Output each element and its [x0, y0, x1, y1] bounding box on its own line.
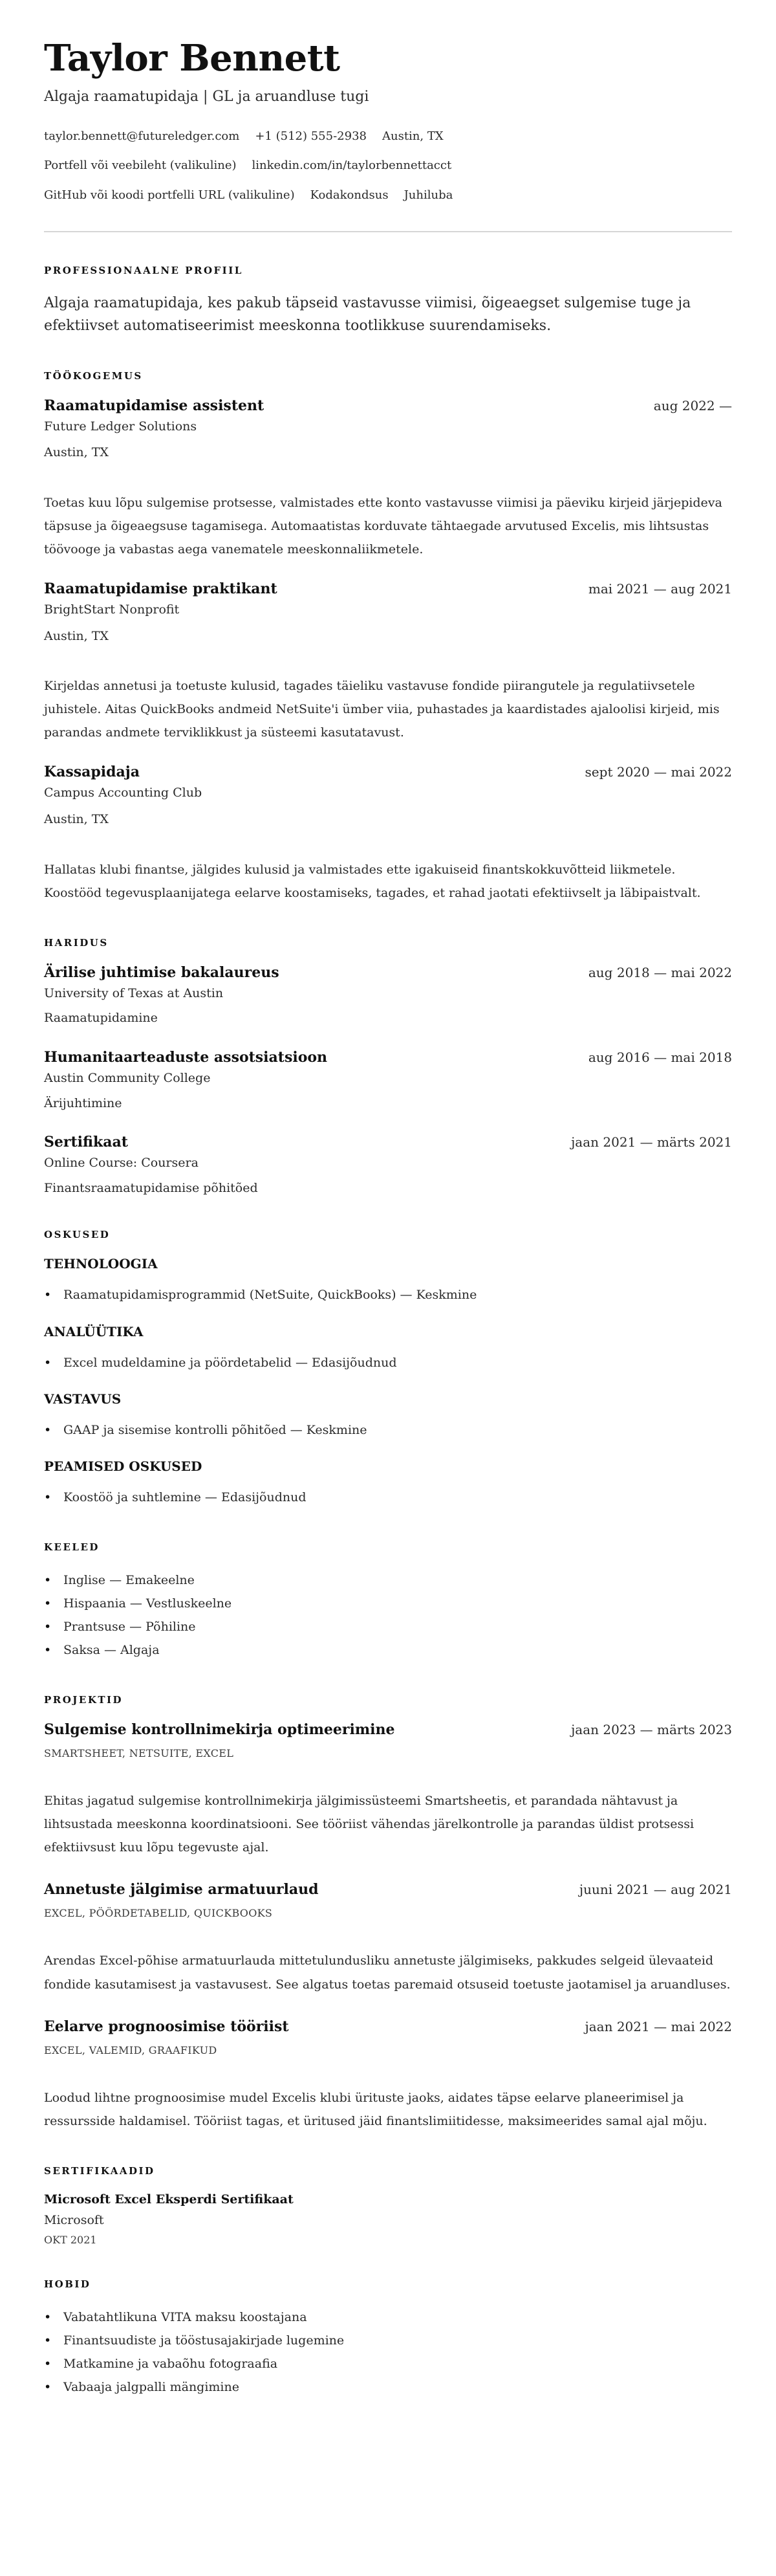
education-entry — [44, 1134, 732, 1196]
location-text: Austin, TX — [382, 129, 444, 143]
language-item: • Saksa — Algaja — [44, 1638, 732, 1662]
citizenship-text: Kodakondsus — [310, 188, 389, 202]
job-title: Kassapidaja — [44, 764, 140, 781]
drivers-license-text: Juhiluba — [404, 188, 453, 202]
project-entry — [44, 1881, 732, 1996]
certification-title: Microsoft Excel Eksperdi Sertifikaat — [44, 2192, 294, 2207]
project-description: Loodud lihtne prognoosimise mudel Excelis klubi ürituste jaoks, aidates täpse eelarve planeerimisel ja ressursside haldamisel. Tööriist tagas, et üritused jäid finantslimiitidesse, maksimeerides samal ajal mõju. — [44, 2090, 707, 2128]
experience-section — [44, 370, 732, 905]
institution: Online Course: Coursera — [44, 1156, 199, 1171]
education-section — [44, 937, 732, 1197]
project-date: jaan 2023 — märts 2023 — [571, 1722, 732, 1738]
skill-group-title: VASTAVUS — [44, 1391, 122, 1407]
profile-section — [44, 265, 732, 337]
projects-section — [44, 1694, 732, 2133]
experience-entry — [44, 764, 732, 904]
project-tech: SMARTSHEET, NETSUITE, EXCEL — [44, 1747, 234, 1760]
education-entry — [44, 1049, 732, 1112]
certifications-section — [44, 2165, 732, 2246]
institution: University of Texas at Austin — [44, 985, 224, 1000]
job-description: Kirjeldas annetusi ja toetuste kulusid, tagades täieliku vastavuse fondide piirangutele ja regulatiivsetele juhistele. Aitas QuickBooks andmeid NetSuite'i ümber viia, puhastades ja kaardistades ajaloolisi kirjeid, mis parandas andmete terviklikkust ja süsteemi kasutatavust. — [44, 679, 720, 740]
education-entry — [44, 964, 732, 1027]
section-title-certifications: SERTIFIKAADID — [44, 2164, 155, 2177]
project-description: Arendas Excel-põhise armatuurlauda mittetulundusliku annetuste jälgimiseks, pakkudes selgeid ülevaateid fondide kasutamisest ja vastavusest. See algatus toetas paremaid otsuseid toetuste jaotamisel ja aruandluses. — [44, 1954, 731, 1992]
contact-row-2 — [44, 158, 732, 173]
job-description: Hallatas klubi finantse, jälgides kulusid ja valmistades ette igakuiseid finantskokkuvõtteid liikmetele. Koostööd tegevusplaanijatega eelarve koostamiseks, tagades, et rahad jaotati efektiivselt ja läbipaistvalt. — [44, 862, 701, 900]
section-title-languages: KEELED — [44, 1541, 100, 1553]
project-date: juuni 2021 — aug 2021 — [579, 1882, 732, 1898]
section-title-education: HARIDUS — [44, 936, 109, 949]
job-location: Austin, TX — [44, 628, 109, 643]
job-company: BrightStart Nonprofit — [44, 602, 180, 617]
section-title-projects: PROJEKTID — [44, 1694, 124, 1706]
field-of-study: Finantsraamatupidamise põhitõed — [44, 1180, 258, 1195]
experience-entry — [44, 397, 732, 561]
skill-group-title: ANALÜÜTIKA — [44, 1323, 144, 1339]
certification-issuer: Microsoft — [44, 2212, 104, 2227]
skill-group — [44, 1256, 732, 1306]
degree-date: jaan 2021 — märts 2021 — [571, 1134, 732, 1150]
job-date: aug 2022 — — [653, 397, 732, 413]
candidate-headline: Algaja raamatupidaja | GL ja aruandluse tugi — [44, 89, 369, 105]
job-location: Austin, TX — [44, 812, 109, 827]
skill-group — [44, 1324, 732, 1374]
project-date: jaan 2021 — mai 2022 — [585, 2018, 732, 2034]
job-date: mai 2021 — aug 2021 — [588, 581, 732, 597]
job-company: Future Ledger Solutions — [44, 419, 197, 434]
github-text[interactable]: GitHub või koodi portfelli URL (valikuline) — [44, 188, 295, 202]
field-of-study: Raamatupidamine — [44, 1011, 158, 1026]
hobby-item: • Vabaaja jalgpalli mängimine — [44, 2375, 732, 2399]
project-title: Annetuste jälgimise armatuurlaud — [44, 1881, 319, 1899]
degree-title: Ärilise juhtimise bakalaureus — [44, 963, 279, 981]
hobby-item: • Matkamine ja vabaõhu fotograafia — [44, 2352, 732, 2375]
project-tech: EXCEL, VALEMID, GRAAFIKUD — [44, 2043, 217, 2056]
skill-item: • Raamatupidamisprogrammid (NetSuite, QuickBooks) — Keskmine — [44, 1283, 732, 1306]
project-description: Ehitas jagatud sulgemise kontrollnimekirja jälgimissüsteemi Smartsheetis, et parandada nähtavust ja lihtsustada meeskonna koordinatsiooni. See tööriist vähendas järelkontrolle ja parandas üldist protsessi efektiivsust kuu lõpu tegevuste ajal. — [44, 1794, 695, 1855]
email-text[interactable]: taylor.bennett@futureledger.com — [44, 129, 240, 143]
skill-group-title: PEAMISED OSKUSED — [44, 1458, 202, 1474]
portfolio-text[interactable]: Portfell või veebileht (valikuline) — [44, 159, 237, 173]
language-item: • Prantsuse — Põhiline — [44, 1615, 732, 1638]
project-entry — [44, 2018, 732, 2133]
institution: Austin Community College — [44, 1071, 211, 1086]
project-title: Sulgemise kontrollnimekirja optimeerimine — [44, 1721, 395, 1739]
section-title-skills: OSKUSED — [44, 1229, 111, 1241]
skill-group-title: TEHNOLOOGIA — [44, 1256, 158, 1272]
header-divider — [44, 231, 732, 232]
linkedin-link[interactable]: linkedin.com/in/taylorbennettacct — [252, 159, 452, 173]
project-tech: EXCEL, PÖÖRDETABELID, QUICKBOOKS — [44, 1907, 273, 1920]
resume-header — [44, 38, 732, 203]
certification-date: OKT 2021 — [44, 2233, 97, 2246]
certification-entry — [44, 2192, 732, 2246]
job-date: sept 2020 — mai 2022 — [585, 764, 732, 780]
job-location: Austin, TX — [44, 445, 109, 460]
degree-date: aug 2018 — mai 2022 — [588, 964, 732, 980]
skill-group — [44, 1391, 732, 1442]
degree-title: Sertifikaat — [44, 1134, 128, 1151]
skill-item: • Excel mudeldamine ja pöördetabelid — Edasijõudnud — [44, 1351, 732, 1374]
project-title: Eelarve prognoosimise tööriist — [44, 2018, 289, 2035]
language-item: • Hispaania — Vestluskeelne — [44, 1592, 732, 1615]
job-description: Toetas kuu lõpu sulgemise protsesse, valmistades ette konto vastavusse viimisi ja päeviku kirjeid järjepideva täpsuse ja õigeaegsuse tagamisega. Automaatistas korduvate tähtaegade arvutused Excelis, mis lihtsustas töövooge ja vabastas aega vanematele meeskonnaliikmetele. — [44, 495, 722, 556]
contact-row-3 — [44, 188, 732, 203]
field-of-study: Ärijuhtimine — [44, 1095, 122, 1110]
hobbies-section — [44, 2278, 732, 2399]
experience-entry — [44, 580, 732, 744]
project-entry — [44, 1721, 732, 1859]
hobby-item: • Vabatahtlikuna VITA maksu koostajana — [44, 2306, 732, 2329]
skill-item: • GAAP ja sisemise kontrolli põhitõed — Keskmine — [44, 1418, 732, 1442]
candidate-name: Taylor Bennett — [44, 37, 340, 80]
languages-section — [44, 1541, 732, 1662]
section-title-profile: PROFESSIONAALNE PROFIIL — [44, 265, 243, 277]
hobby-item: • Finantsuudiste ja tööstusajakirjade lugemine — [44, 2329, 732, 2352]
skills-section — [44, 1229, 732, 1508]
job-title: Raamatupidamise assistent — [44, 397, 264, 414]
contact-row-1 — [44, 129, 732, 144]
job-company: Campus Accounting Club — [44, 786, 202, 800]
phone-text[interactable]: +1 (512) 555-2938 — [255, 129, 367, 143]
skill-group — [44, 1459, 732, 1509]
degree-title: Humanitaarteaduste assotsiatsioon — [44, 1049, 328, 1066]
section-title-hobbies: HOBID — [44, 2278, 91, 2290]
skill-item: • Koostöö ja suhtlemine — Edasijõudnud — [44, 1486, 732, 1509]
language-item: • Inglise — Emakeelne — [44, 1569, 732, 1592]
section-title-experience: TÖÖKOGEMUS — [44, 369, 143, 382]
profile-summary: Algaja raamatupidaja, kes pakub täpseid vastavusse viimisi, õigeaegset sulgemise tuge ja efektiivset automatiseerimist meeskonna tootlikkuse suurendamiseks. — [44, 295, 691, 335]
degree-date: aug 2016 — mai 2018 — [588, 1050, 732, 1066]
job-title: Raamatupidamise praktikant — [44, 580, 277, 597]
